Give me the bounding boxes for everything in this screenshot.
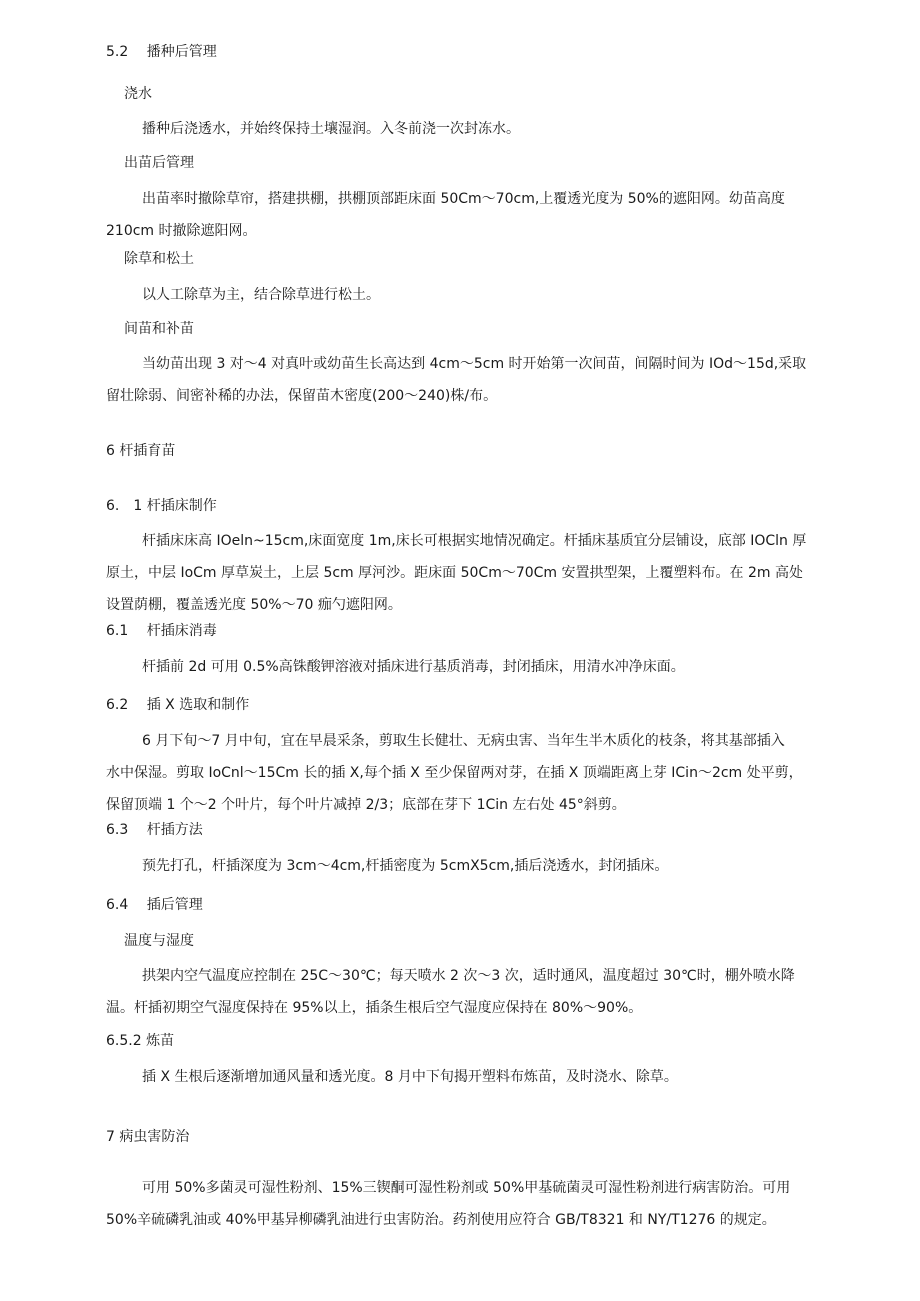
method-paragraph: 预先打孔，杆插深度为 3cm～4cm,杆插密度为 5cmX5cm,插后浇透水，封闭插床。 (142, 858, 669, 874)
cutting-line-2: 水中保湿。剪取 IoCnl～15Cm 长的插 X,每个插 X 至少保留两对芽，在插 X 顶端距离上芽 ICin～2cm 处平剪， (106, 765, 803, 781)
temp-line-2: 温。杆插初期空气湿度保持在 95%以上，插条生根后空气湿度应保持在 80%～90%。 (106, 1000, 643, 1016)
section-6-2-heading: 6.2 插 X 选取和制作 (106, 697, 250, 713)
bed-line-1: 杆插床床高 IOeln~15cm,床面宽度 1m,床长可根据实地情况确定。杆插床基质宜分层铺设，底部 IOCln 厚 (142, 533, 807, 549)
section-6-4-heading: 6.4 插后管理 (106, 897, 203, 913)
thinning-paragraph (106, 348, 828, 412)
section-6-1-disinfect-heading: 6.1 杆插床消毒 (106, 623, 217, 639)
emergence-paragraph (106, 183, 828, 247)
section-5-2-heading: 5.2 播种后管理 (106, 44, 217, 60)
section-6-3-heading: 6.3 杆插方法 (106, 822, 203, 838)
disinfect-paragraph: 杆插前 2d 可用 0.5%高铢酸钾溶液对插床进行基质消毒，封闭插床，用清水冲净床面。 (142, 659, 685, 675)
section-6-1-heading: 6. 1 杆插床制作 (106, 498, 217, 514)
watering-heading: 浇水 (124, 86, 152, 102)
harden-paragraph: 插 X 生根后逐渐增加通风量和透光度。8 月中下旬揭开塑料布炼苗，及时浇水、除草。 (142, 1069, 678, 1085)
thinning-heading: 间苗和补苗 (124, 321, 194, 337)
emergence-line-1: 出苗率时撤除草帘，搭建拱棚，拱棚顶部距床面 50Cm～70cm,上覆透光度为 50%的遮阳网。幼苗高度 (142, 191, 785, 207)
section-6-heading: 6 杆插育苗 (106, 443, 176, 459)
cutting-line-1: 6 月下旬～7 月中旬，宜在早晨采条，剪取生长健壮、无病虫害、当年生半木质化的枝条，将其基部插入 (142, 733, 785, 749)
section-6-5-2-heading: 6.5.2 炼苗 (106, 1033, 175, 1049)
cutting-line-3: 保留顶端 1 个～2 个叶片，每个叶片减掉 2/3；底部在芽下 1Cin 左右处 45°斜剪。 (106, 797, 626, 813)
cutting-paragraph (106, 725, 828, 821)
bed-line-3: 设置荫棚，覆盖透光度 50%～70 痂勺遮阳网。 (106, 597, 402, 613)
emergence-heading: 出苗后管理 (124, 155, 194, 171)
temp-heading: 温度与湿度 (124, 933, 194, 949)
thinning-line-2: 留壮除弱、间密补稀的办法，保留苗木密度(200～240)株/布。 (106, 388, 498, 404)
temp-line-1: 拱架内空气温度应控制在 25C～30℃；每天喷水 2 次～3 次，适时通风，温度超过 30℃时，棚外喷水降 (142, 968, 795, 984)
section-7-heading: 7 病虫害防治 (106, 1129, 190, 1145)
weeding-paragraph: 以人工除草为主，结合除草进行松土。 (142, 287, 380, 303)
temp-paragraph (106, 960, 828, 1024)
watering-paragraph: 播种后浇透水，并始终保持土壤湿润。入冬前浇一次封冻水。 (142, 121, 520, 137)
bed-line-2: 原土，中层 IoCm 厚草炭土，上层 5cm 厚河沙。距床面 50Cm～70Cm 安置拱型架，上覆塑料布。在 2m 高处 (106, 565, 803, 581)
pest-paragraph (106, 1172, 828, 1236)
weeding-heading: 除草和松土 (124, 251, 194, 267)
thinning-line-1: 当幼苗出现 3 对～4 对真叶或幼苗生长高达到 4cm～5cm 时开始第一次间苗，间隔时间为 IOd～15d,采取 (142, 356, 807, 372)
bed-paragraph (106, 525, 828, 621)
pest-line-1: 可用 50%多菌灵可湿性粉剂、15%三锲酮可湿性粉剂或 50%甲基硫菌灵可湿性粉剂进行病害防治。可用 (142, 1180, 791, 1196)
emergence-line-2: 210cm 时撤除遮阳网。 (106, 223, 257, 239)
pest-line-2: 50%辛硫磷乳油或 40%甲基异柳磷乳油进行虫害防治。药剂使用应符合 GB/T8321 和 NY/T1276 的规定。 (106, 1212, 776, 1228)
